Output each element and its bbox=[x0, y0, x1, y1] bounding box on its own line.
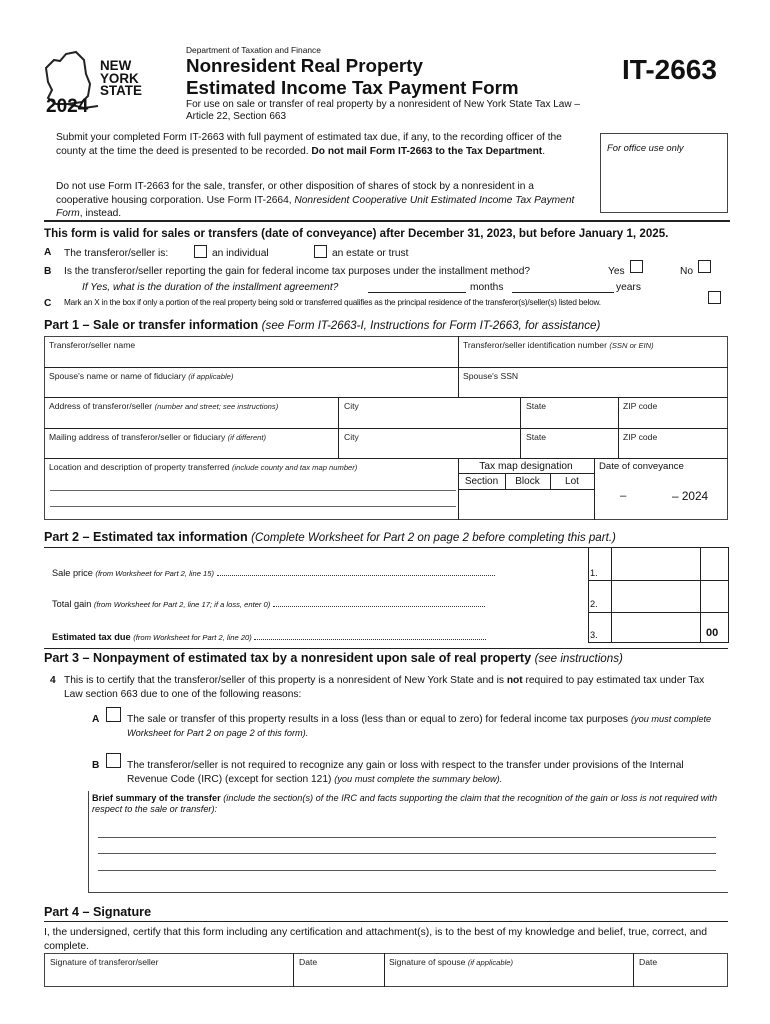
mailing-zip-label: ZIP code bbox=[623, 432, 658, 442]
months-label: months bbox=[470, 282, 504, 293]
question-a-letter: A bbox=[44, 247, 52, 258]
total-gain-field[interactable] bbox=[612, 581, 728, 612]
mailing-city-field[interactable] bbox=[339, 443, 519, 457]
part1-title: Part 1 – Sale or transfer information bbox=[44, 318, 259, 332]
cents-value: 00 bbox=[706, 627, 719, 639]
form-title bbox=[186, 55, 519, 99]
tax-map-label: Tax map designation bbox=[479, 461, 573, 472]
address-text: Address of transferor/seller bbox=[49, 401, 153, 411]
question-a bbox=[44, 246, 51, 260]
summary-line-2[interactable] bbox=[98, 853, 716, 854]
city-label: City bbox=[344, 401, 359, 411]
amount-col-left bbox=[588, 547, 589, 643]
installment-duration-question: If Yes, what is the duration of the installment agreement? bbox=[82, 282, 339, 293]
seller-name-label: Transferor/seller name bbox=[49, 340, 136, 350]
row-divider bbox=[44, 367, 728, 368]
line4-b: not bbox=[506, 675, 523, 686]
intro-1-b: Do not mail Form IT-2663 to the Tax Department bbox=[311, 145, 543, 157]
part2-note: (Complete Worksheet for Part 2 on page 2 before completing this part.) bbox=[251, 531, 616, 544]
intro-2-a: Do not use Form IT-2663 for the sale, transfer, or other disposition of shares of stock by a nonresident in a cooperative housing corporation. Use Form IT-2664, bbox=[56, 181, 534, 206]
installment-yes-checkbox[interactable] bbox=[630, 260, 643, 273]
question-c-text: Mark an X in the box if only a portion of the real property being sold or transferred qualifies as the principal residence of the transferor(s)/seller(s) listed below. bbox=[64, 298, 601, 307]
principal-residence-checkbox[interactable] bbox=[708, 291, 721, 304]
intro-2-c: , instead. bbox=[79, 208, 122, 219]
part3-title: Part 3 – Nonpayment of estimated tax by a nonresident upon sale of real property bbox=[44, 651, 532, 665]
summary-note: (include the section(s) of the IRC and facts supporting the claim that the recognition of the gain or loss is not required with respect to the sale or transfer): bbox=[92, 793, 718, 814]
part2-title: Part 2 – Estimated tax information bbox=[44, 530, 248, 544]
mailing-note: (if different) bbox=[227, 433, 267, 442]
line4-text bbox=[64, 674, 716, 701]
option-a-letter: A bbox=[92, 714, 100, 725]
installment-no-checkbox[interactable] bbox=[698, 260, 711, 273]
spouse-signature-note: (if applicable) bbox=[467, 958, 514, 967]
office-use-box bbox=[600, 133, 728, 213]
estimated-tax-field[interactable] bbox=[612, 613, 700, 642]
option-a-text bbox=[127, 713, 717, 740]
conveyance-month-dash: – bbox=[620, 490, 627, 502]
form-title-line2: Estimated Income Tax Payment Form bbox=[186, 77, 519, 98]
summary-title: Brief summary of the transfer bbox=[92, 793, 221, 803]
state-wordmark bbox=[100, 60, 142, 98]
block-field[interactable] bbox=[506, 490, 550, 519]
line2-note: (from Worksheet for Part 2, line 17; if a loss, enter 0) bbox=[93, 600, 271, 609]
line2-leader bbox=[273, 606, 485, 607]
form-number: IT-2663 bbox=[622, 54, 717, 85]
spouse-ssn-field[interactable] bbox=[459, 382, 727, 396]
amount-row-rule bbox=[588, 642, 728, 643]
conveyance-year: – 2024 bbox=[672, 489, 709, 503]
option-b-text bbox=[127, 759, 717, 786]
seller-id-note: (SSN or EIN) bbox=[609, 341, 654, 350]
seller-date-label: Date bbox=[299, 957, 318, 967]
address-field[interactable] bbox=[45, 413, 337, 427]
address-label bbox=[49, 401, 278, 411]
mailing-city-label: City bbox=[344, 432, 359, 442]
seller-id-field[interactable] bbox=[459, 352, 727, 366]
part3-heading bbox=[44, 651, 623, 665]
line2-number: 2. bbox=[590, 599, 598, 609]
certification-text: I, the undersigned, certify that this form including any certification and attachment(s), is to the best of my knowledge and belief, true, correct, and complete. bbox=[44, 927, 708, 952]
line1-note: (from Worksheet for Part 2, line 15) bbox=[95, 569, 215, 578]
part3-note: (see instructions) bbox=[534, 652, 623, 665]
address-note: (number and street; see instructions) bbox=[154, 402, 279, 411]
intro-paragraph-2 bbox=[56, 180, 588, 221]
question-b-letter: B bbox=[44, 266, 52, 277]
block-label: Block bbox=[515, 476, 540, 487]
divider bbox=[44, 220, 730, 222]
location-line-1[interactable] bbox=[50, 490, 456, 491]
spouse-name-text: Spouse's name or name of fiduciary bbox=[49, 371, 186, 381]
part1-note: (see Form IT-2663-I, Instructions for Form IT-2663, for assistance) bbox=[261, 319, 601, 332]
question-c-letter: C bbox=[44, 298, 52, 309]
seller-name-field[interactable] bbox=[45, 352, 457, 366]
row-divider bbox=[44, 397, 728, 398]
years-label: years bbox=[616, 282, 641, 293]
state-label: State bbox=[526, 401, 547, 411]
intro-1-c: . bbox=[542, 145, 546, 157]
no-label: No bbox=[680, 266, 694, 277]
part3-top-rule bbox=[44, 648, 728, 649]
spouse-signature-text: Signature of spouse bbox=[389, 957, 466, 967]
conveyance-label: Date of conveyance bbox=[599, 461, 684, 472]
line3-text: Estimated tax due bbox=[52, 632, 131, 642]
years-input[interactable] bbox=[512, 292, 614, 293]
spouse-name-note: (if applicable) bbox=[188, 372, 234, 381]
option-a-body: The sale or transfer of this property results in a loss (less than or equal to zero) for federal income tax purposes bbox=[127, 714, 629, 725]
section-label: Section bbox=[464, 476, 499, 487]
part4-heading: Part 4 – Signature bbox=[44, 905, 152, 919]
months-input[interactable] bbox=[368, 292, 466, 293]
mailing-zip-field[interactable] bbox=[619, 443, 727, 457]
line4-number: 4 bbox=[50, 675, 56, 686]
city-field[interactable] bbox=[339, 413, 519, 427]
state-word-3: STATE bbox=[100, 83, 142, 99]
location-label bbox=[49, 462, 357, 472]
mailing-state-field[interactable] bbox=[521, 443, 617, 457]
col-divider bbox=[594, 458, 595, 520]
individual-label: an individual bbox=[212, 248, 269, 259]
section-field[interactable] bbox=[459, 490, 505, 519]
mailing-state-label: State bbox=[526, 432, 547, 442]
intro-paragraph-1 bbox=[56, 131, 588, 158]
line2-text: Total gain bbox=[52, 599, 92, 609]
form-year: 2024 bbox=[46, 96, 89, 117]
location-text: Location and description of property transferred bbox=[49, 462, 230, 472]
part4-rule bbox=[44, 921, 728, 922]
location-note: (include county and tax map number) bbox=[231, 463, 358, 472]
intro-1-a: Submit your completed Form IT-2663 with full payment of estimated tax due, if any, to the recording officer of the county at the time the deed is presented to be recorded. bbox=[56, 132, 562, 157]
question-a-text: The transferor/seller is: bbox=[64, 248, 169, 259]
spouse-name-label bbox=[49, 371, 233, 381]
state-field[interactable] bbox=[521, 413, 617, 427]
tax-map-divider bbox=[458, 473, 594, 474]
spouse-name-field[interactable] bbox=[45, 382, 457, 396]
line1-text: Sale price bbox=[52, 568, 93, 578]
option-b-letter: B bbox=[92, 760, 100, 771]
office-use-label: For office use only bbox=[607, 142, 684, 153]
estate-trust-checkbox[interactable] bbox=[314, 245, 327, 258]
line4-a: This is to certify that the transferor/seller of this property is a nonresident of New York State and is bbox=[64, 675, 507, 686]
line1-leader bbox=[217, 575, 495, 576]
line3-leader bbox=[254, 639, 486, 640]
zip-field[interactable] bbox=[619, 413, 727, 427]
option-a-note: (you must complete Worksheet for Part 2 on page 2 of this form). bbox=[127, 714, 712, 738]
lot-field[interactable] bbox=[551, 490, 594, 519]
option-b-body: The transferor/seller is not required to recognize any gain or loss with respect to the transfer under provisions of the Internal Revenue Code (IRC) (except for section 121) bbox=[127, 760, 684, 785]
form-subtitle: For use on sale or transfer of real property by a nonresident of New York State Tax Law – Article 22, Section 663 bbox=[186, 99, 580, 122]
spouse-date-field[interactable] bbox=[634, 968, 727, 986]
seller-date-field[interactable] bbox=[294, 968, 383, 986]
line3-note: (from Worksheet for Part 2, line 20) bbox=[133, 633, 252, 642]
line1-number: 1. bbox=[590, 568, 598, 578]
summary-line-3[interactable] bbox=[98, 870, 716, 871]
zip-label: ZIP code bbox=[623, 401, 658, 411]
spouse-ssn-label: Spouse's SSN bbox=[463, 371, 519, 381]
spouse-signature-label bbox=[389, 957, 513, 967]
mailing-field[interactable] bbox=[45, 443, 337, 457]
validity-statement: This form is valid for sales or transfers (date of conveyance) after December 31, 2023, but before January 1, 2025. bbox=[44, 227, 669, 240]
line3-label bbox=[52, 632, 486, 642]
amount-col-right bbox=[728, 547, 729, 643]
row-divider bbox=[44, 428, 728, 429]
intro-2-b: Nonresident Cooperative Unit Estimated Income Tax Payment Form bbox=[56, 194, 575, 219]
estate-trust-label: an estate or trust bbox=[332, 248, 409, 259]
part1-heading bbox=[44, 318, 600, 332]
line2-label bbox=[52, 599, 485, 609]
spouse-date-label: Date bbox=[639, 957, 658, 967]
line4-c: required to pay estimated tax under Tax Law section 663 due to one of the following reasons: bbox=[64, 675, 705, 700]
part2-heading bbox=[44, 530, 616, 544]
department-name: Department of Taxation and Finance bbox=[186, 45, 321, 55]
mailing-label bbox=[49, 432, 266, 442]
summary-line-1[interactable] bbox=[98, 837, 716, 838]
individual-checkbox[interactable] bbox=[194, 245, 207, 258]
seller-signature-label: Signature of transferor/seller bbox=[50, 957, 159, 967]
seller-signature-field[interactable] bbox=[45, 968, 292, 986]
question-b-text: Is the transferor/seller reporting the gain for federal income tax purposes under the installment method? bbox=[64, 266, 531, 277]
state-word-2: YORK bbox=[100, 70, 139, 86]
yes-label: Yes bbox=[608, 266, 625, 277]
sale-price-field[interactable] bbox=[612, 548, 728, 580]
state-word-1: NEW bbox=[100, 58, 132, 73]
lot-label: Lot bbox=[565, 476, 579, 487]
mailing-text: Mailing address of transferor/seller or fiduciary bbox=[49, 432, 226, 442]
no-gain-checkbox[interactable] bbox=[106, 753, 121, 768]
loss-checkbox[interactable] bbox=[106, 707, 121, 722]
form-title-line1: Nonresident Real Property bbox=[186, 55, 423, 76]
option-b-note: (you must complete the summary below). bbox=[334, 773, 503, 784]
line3-number: 3. bbox=[590, 630, 598, 640]
line1-label bbox=[52, 568, 495, 578]
location-line-2[interactable] bbox=[50, 506, 456, 507]
row-divider bbox=[44, 458, 728, 459]
seller-id-text: Transferor/seller identification number bbox=[463, 340, 607, 350]
spouse-signature-field[interactable] bbox=[385, 968, 632, 986]
summary-label bbox=[92, 793, 718, 815]
seller-id-label bbox=[463, 340, 654, 350]
